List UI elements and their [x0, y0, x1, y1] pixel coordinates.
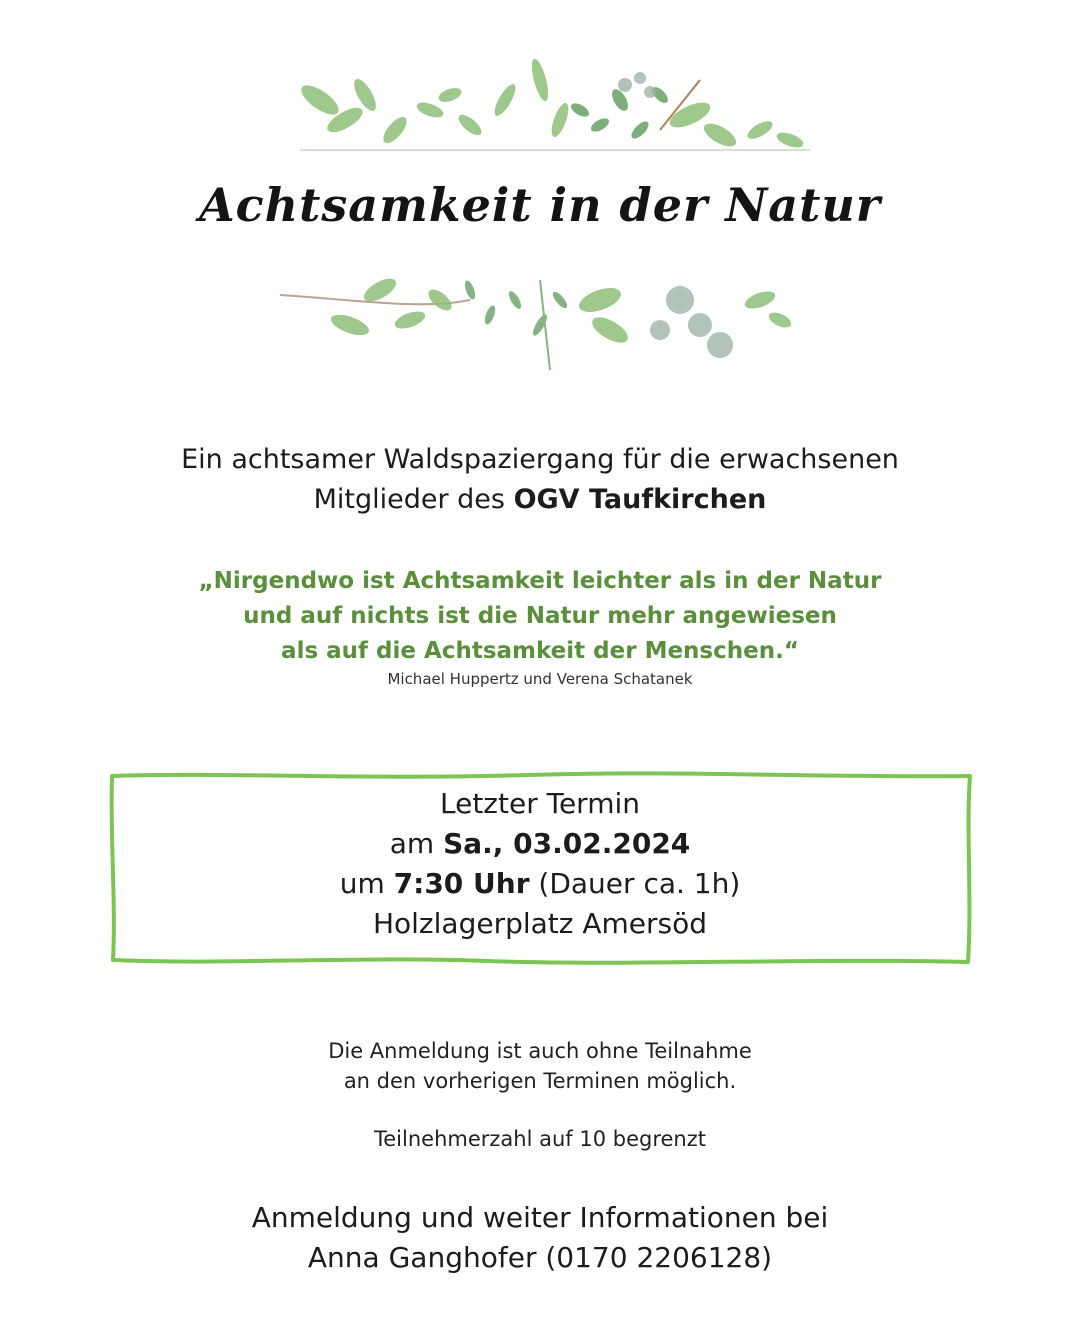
- termin-time: 7:30 Uhr: [393, 867, 530, 900]
- termin-details: [0, 784, 1080, 944]
- termin-date-prefix: am: [389, 827, 444, 860]
- intro-line-2-prefix: Mitglieder des: [313, 484, 514, 515]
- quote-line-1: „Nirgendwo ist Achtsamkeit leichter als in der Natur: [198, 568, 882, 594]
- top-leaf-garland-icon: [297, 57, 810, 151]
- club-name: OGV Taufkirchen: [513, 484, 767, 515]
- termin-date: Sa., 03.02.2024: [443, 827, 691, 860]
- quote: [0, 564, 1080, 669]
- registration-note-line-2: an den vorherigen Terminen möglich.: [343, 1069, 737, 1093]
- quote-line-3: als auf die Achtsamkeit der Menschen.“: [281, 638, 799, 664]
- page-title: Achtsamkeit in der Natur: [198, 178, 882, 232]
- termin-time-line: [0, 864, 1080, 904]
- termin-heading: Letzter Termin: [439, 787, 641, 820]
- quote-line-2: und auf nichts ist die Natur mehr angewiesen: [243, 603, 837, 629]
- termin-duration: (Dauer ca. 1h): [529, 867, 741, 900]
- intro-text: [0, 440, 1080, 520]
- registration-note-line-1: Die Anmeldung ist auch ohne Teilnahme: [328, 1039, 752, 1063]
- contact-line-1: Anmeldung und weiter Informationen bei: [251, 1201, 829, 1234]
- intro-line-2: [0, 480, 1080, 520]
- contact-info: [0, 1198, 1080, 1278]
- quote-author: Michael Huppertz und Verena Schatanek: [387, 670, 693, 688]
- termin-date-line: [0, 824, 1080, 864]
- bottom-leaf-garland-icon: [280, 274, 793, 370]
- termin-time-prefix: um: [339, 867, 394, 900]
- registration-note: [0, 1036, 1080, 1096]
- participant-limit: Teilnehmerzahl auf 10 begrenzt: [374, 1127, 706, 1151]
- termin-location: Holzlagerplatz Amersöd: [372, 907, 708, 940]
- intro-line-1: Ein achtsamer Waldspaziergang für die erwachsenen: [181, 444, 899, 475]
- contact-line-2: Anna Ganghofer (0170 2206128): [307, 1241, 773, 1274]
